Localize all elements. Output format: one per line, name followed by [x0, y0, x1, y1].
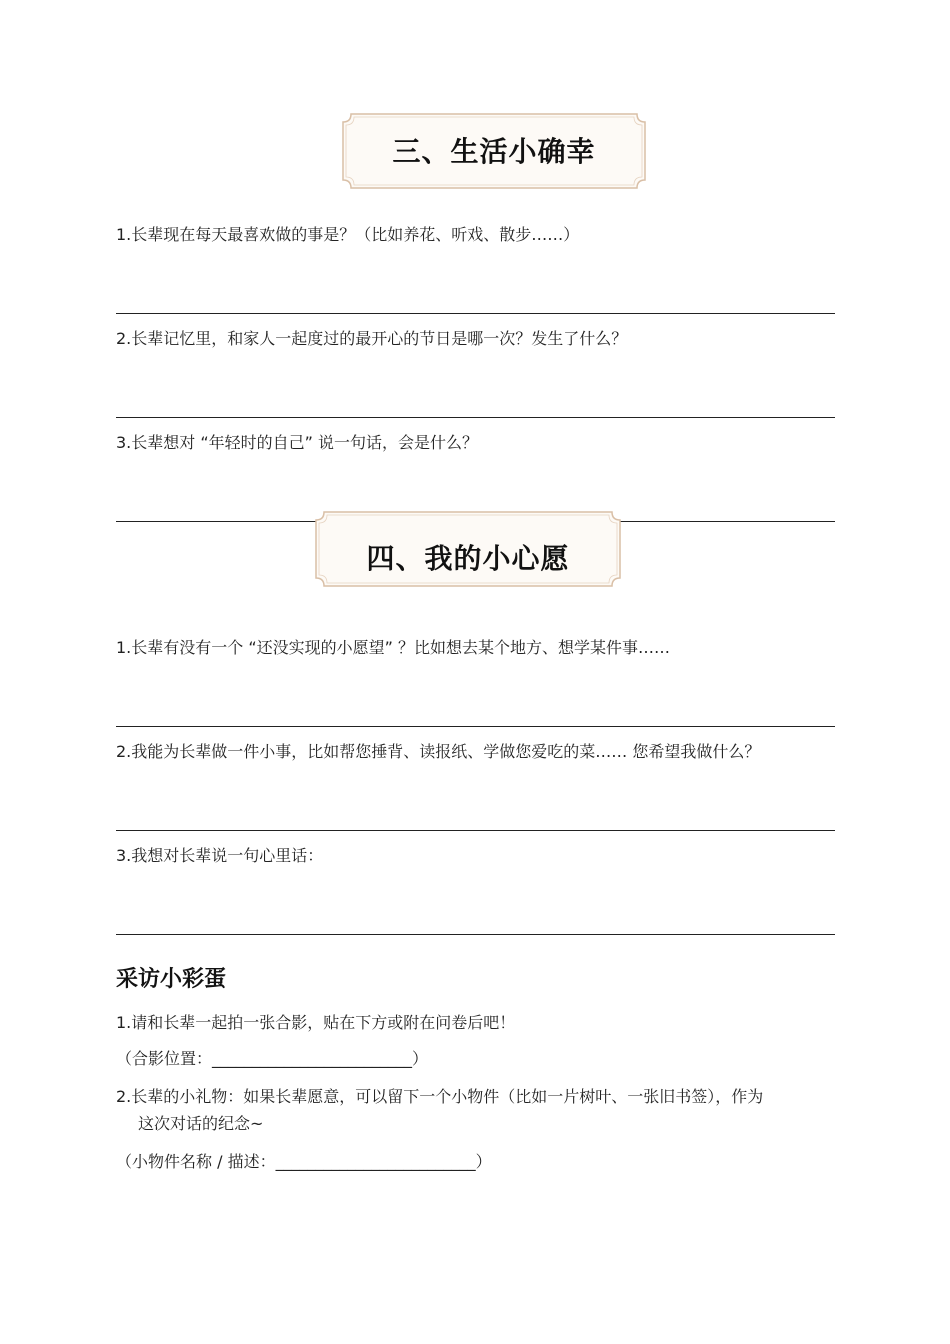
answer-line [116, 313, 835, 314]
section4-question-1: 1.长辈有没有一个 “还没实现的小愿望” ？比如想去某个地方、想学某件事…… [116, 638, 671, 657]
section4-question-2: 2.我能为长辈做一件小事，比如帮您捶背、读报纸、学做您爱吃的菜…… 您希望我做什么？ [116, 742, 761, 761]
bonus-item-2-line-2: 这次对话的纪念~ [138, 1114, 264, 1133]
section3-title-frame [341, 112, 647, 190]
section4-title: 四、我的小心愿 [366, 542, 570, 575]
section3-question-3: 3.长辈想对 “年轻时的自己” 说一句话，会是什么？ [116, 433, 479, 452]
answer-line [116, 830, 835, 831]
bonus-gift-blank: （小物件名称 / 描述：_________________________） [116, 1152, 492, 1171]
section3-title: 三、生活小确幸 [392, 135, 596, 168]
section4-title-frame [314, 510, 622, 588]
bonus-photo-blank: （合影位置：_________________________） [116, 1049, 429, 1068]
bonus-item-1: 1.请和长辈一起拍一张合影，贴在下方或附在问卷后吧！ [116, 1013, 516, 1032]
answer-line [116, 934, 835, 935]
answer-line [116, 417, 835, 418]
section4-question-3: 3.我想对长辈说一句心里话： [116, 846, 324, 865]
bonus-heading: 采访小彩蛋 [116, 967, 227, 992]
answer-line [116, 726, 835, 727]
bonus-item-2-line-1: 2.长辈的小礼物：如果长辈愿意，可以留下一个小物件（比如一片树叶、一张旧书签），作为 [116, 1087, 764, 1106]
section3-question-2: 2.长辈记忆里，和家人一起度过的最开心的节日是哪一次？发生了什么？ [116, 329, 628, 348]
section3-question-1: 1.长辈现在每天最喜欢做的事是？（比如养花、听戏、散步……） [116, 225, 580, 244]
